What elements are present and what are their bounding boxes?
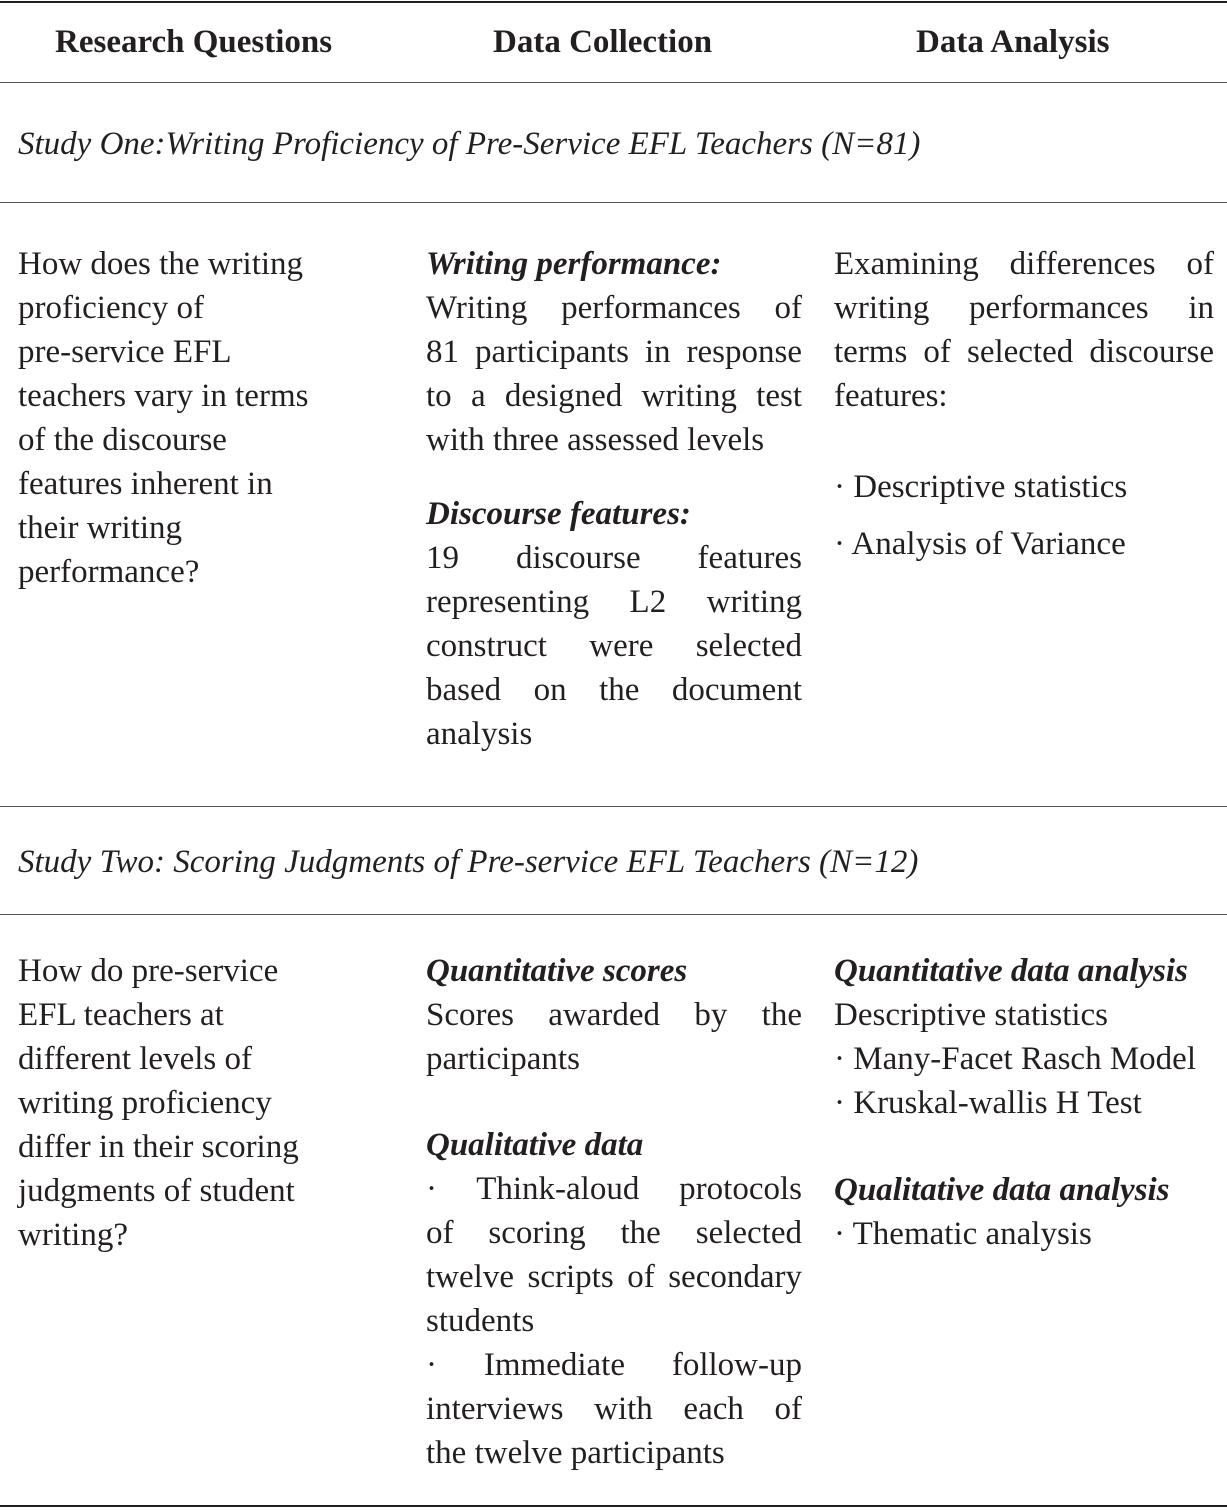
study1-collection-line: to a designed writing test <box>426 378 802 414</box>
study2-question-line: writing? <box>18 1217 128 1253</box>
spacer <box>834 418 1214 465</box>
study2-question-line: differ in their scoring <box>18 1129 299 1165</box>
study2-think-aloud-line: twelve scripts of secondary <box>426 1259 802 1295</box>
study2-analysis-text: Descriptive statistics <box>834 997 1109 1033</box>
study1-discourse-line: representing L2 writing <box>426 584 802 620</box>
study2-think-aloud-line: of scoring the selected <box>426 1215 802 1251</box>
spacer <box>426 1081 802 1123</box>
study2-research-question <box>18 949 358 1257</box>
study2-title: Study Two: Scoring Judgments of Pre-service EFL Teachers (N=12) <box>18 844 919 880</box>
study1-data-collection <box>426 242 802 756</box>
table-bottom-rule <box>0 1505 1227 1507</box>
study1-discourse-line: based on the document <box>426 672 802 708</box>
study1-end-rule <box>0 806 1227 807</box>
study2-analysis-bullet: · Many-Facet Rasch Model <box>834 1041 1196 1077</box>
study2-quantitative-analysis-heading: Quantitative data analysis <box>834 953 1188 989</box>
header-research-questions: Research Questions <box>55 24 333 60</box>
study2-question-line: EFL teachers at <box>18 997 224 1033</box>
study2-question-line: How do pre-service <box>18 953 279 989</box>
study1-question-line: of the discourse <box>18 422 227 458</box>
study1-discourse-features-heading: Discourse features: <box>426 496 691 532</box>
study2-analysis-bullet: · Kruskal-wallis H Test <box>834 1085 1142 1121</box>
study1-analysis-bullet: · Analysis of Variance <box>834 526 1126 562</box>
header-data-analysis: Data Analysis <box>916 24 1110 60</box>
study2-collection-line: Scores awarded by the <box>426 997 802 1033</box>
study2-question-line: different levels of <box>18 1041 252 1077</box>
study1-title: Study One:Writing Proficiency of Pre-Service EFL Teachers (N=81) <box>18 126 921 162</box>
study1-analysis-line: writing performances in <box>834 290 1214 326</box>
study1-analysis-line: terms of selected discourse <box>834 334 1214 370</box>
spacer <box>834 1125 1214 1168</box>
study1-question-line: performance? <box>18 554 200 590</box>
study1-question-line: How does the writing <box>18 246 304 282</box>
study1-analysis-line: Examining differences of <box>834 246 1214 282</box>
study1-question-line: features inherent in <box>18 466 273 502</box>
study2-qualitative-data-heading: Qualitative data <box>426 1127 644 1163</box>
study2-think-aloud-line: · Think-aloud protocols <box>426 1171 802 1207</box>
study1-collection-line: with three assessed levels <box>426 422 765 458</box>
study2-question-line: writing proficiency <box>18 1085 272 1121</box>
study1-collection-line: Writing performances of <box>426 290 802 326</box>
study1-discourse-line: 19 discourse features <box>426 540 802 576</box>
spacer <box>426 462 802 492</box>
study1-question-line: teachers vary in terms <box>18 378 309 414</box>
study1-data-analysis <box>834 242 1214 566</box>
study2-interview-line: the twelve participants <box>426 1435 725 1471</box>
study2-think-aloud-line: students <box>426 1303 535 1339</box>
study2-collection-line: participants <box>426 1041 580 1077</box>
study1-question-line: their writing <box>18 510 183 546</box>
table-top-rule <box>0 1 1227 3</box>
study1-discourse-line: analysis <box>426 716 533 752</box>
study1-question-line: pre-service EFL <box>18 334 232 370</box>
study2-analysis-bullet: · Thematic analysis <box>834 1216 1092 1252</box>
study1-writing-performance-heading: Writing performance: <box>426 246 722 282</box>
study1-discourse-line: construct were selected <box>426 628 802 664</box>
study1-question-line: proficiency of <box>18 290 204 326</box>
study2-question-line: judgments of student <box>18 1173 295 1209</box>
study1-collection-line: 81 participants in response <box>426 334 802 370</box>
header-rule <box>0 82 1227 83</box>
study2-data-collection <box>426 949 802 1475</box>
study2-interview-line: interviews with each of <box>426 1391 802 1427</box>
header-data-collection: Data Collection <box>493 24 713 60</box>
study2-data-analysis <box>834 949 1214 1256</box>
study2-quantitative-scores-heading: Quantitative scores <box>426 953 688 989</box>
study1-analysis-line: features: <box>834 378 948 414</box>
study2-qualitative-analysis-heading: Qualitative data analysis <box>834 1172 1170 1208</box>
study2-interview-line: · Immediate follow-up <box>426 1347 802 1383</box>
study1-analysis-bullet: · Descriptive statistics <box>834 469 1128 505</box>
study1-title-rule <box>0 202 1227 203</box>
study2-title-rule <box>0 914 1227 915</box>
study1-research-question <box>18 242 358 594</box>
